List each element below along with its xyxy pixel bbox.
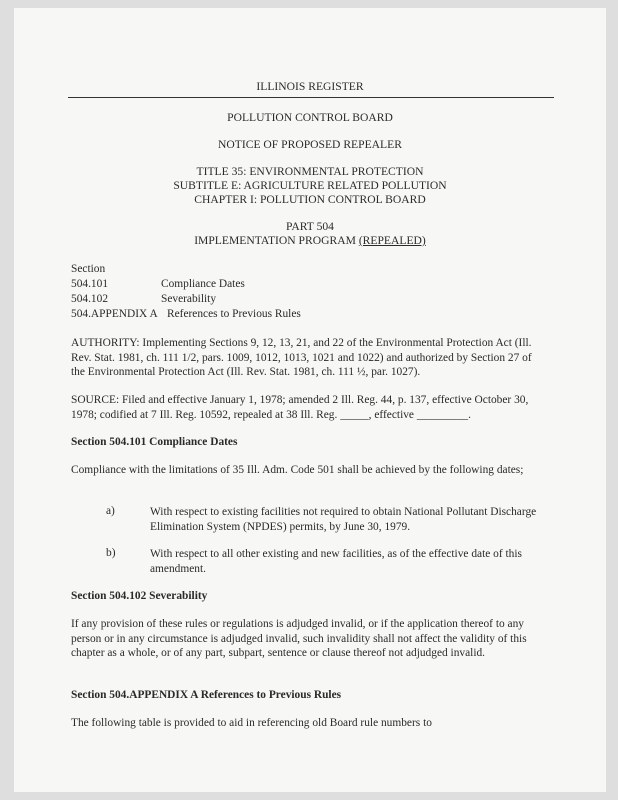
chapter-line: CHAPTER I: POLLUTION CONTROL BOARD [194,193,426,206]
appendix-paragraph: The following table is provided to aid in referencing old Board rule numbers to [71,717,432,729]
register-header: ILLINOIS REGISTER [256,80,364,93]
source-paragraph: SOURCE: Filed and effective January 1, 1978; amended 2 Ill. Reg. 44, p. 137, effective October 30, 1978; codified at 7 Ill. Reg. 10592, repealed at 38 Ill. Reg. _____, effective _________. [71,394,529,421]
list-marker: a) [106,505,115,517]
toc-num: 504.101 [71,278,109,290]
compliance-intro: Compliance with the limitations of 35 Ill. Adm. Code 501 shall be achieved by the following dates; [71,464,524,476]
toc-title: Severability [161,293,217,305]
severability-paragraph: If any provision of these rules or regulations is adjudged invalid, or if the application thereof to any person or in any circumstance is adjudged invalid, such invalidity shall not affect the validity of this chapter as a whole, or of any part, subpart, sentence or clause thereof not adjudged invalid. [71,618,527,660]
notice-title: NOTICE OF PROPOSED REPEALER [218,138,402,151]
toc-title: References to Previous Rules [167,308,301,320]
toc-title: Compliance Dates [161,278,245,290]
header-rule [68,97,554,98]
part-name-text: IMPLEMENTATION PROGRAM [194,234,359,247]
authority-paragraph: AUTHORITY: Implementing Sections 9, 12, 13, 21, and 22 of the Environmental Protection Act (Ill. Rev. Stat. 1981, ch. 111 1/2, pars. 1009, 1012, 1013, 1021 and 1022) and authorized by Section 27 of the Environmental Protection Act (Ill. Rev. Stat. 1981, ch. 111 ½, par. 1027). [71,337,532,379]
toc-num: 504.APPENDIX A [71,308,158,320]
section-504-102-heading: Section 504.102 Severability [71,590,208,602]
part-name [14,234,606,248]
list-item: With respect to all other existing and new facilities, as of the effective date of this amendment. [150,548,522,575]
appendix-heading: Section 504.APPENDIX A References to Previous Rules [71,689,342,701]
list-marker: b) [106,547,116,559]
toc-num: 504.102 [71,293,109,305]
list-item: With respect to existing facilities not required to obtain National Pollutant Discharge Elimination System (NPDES) permits, by June 30, 1979. [150,506,537,533]
repealed-label: (REPEALED) [358,234,426,247]
section-504-101-heading: Section 504.101 Compliance Dates [71,436,238,448]
toc-heading: Section [71,263,106,275]
title-line: TITLE 35: ENVIRONMENTAL PROTECTION [196,165,424,178]
document-page [14,8,606,792]
board-name: POLLUTION CONTROL BOARD [227,111,393,124]
part-number: PART 504 [286,220,334,233]
subtitle-line: SUBTITLE E: AGRICULTURE RELATED POLLUTION [173,179,447,192]
